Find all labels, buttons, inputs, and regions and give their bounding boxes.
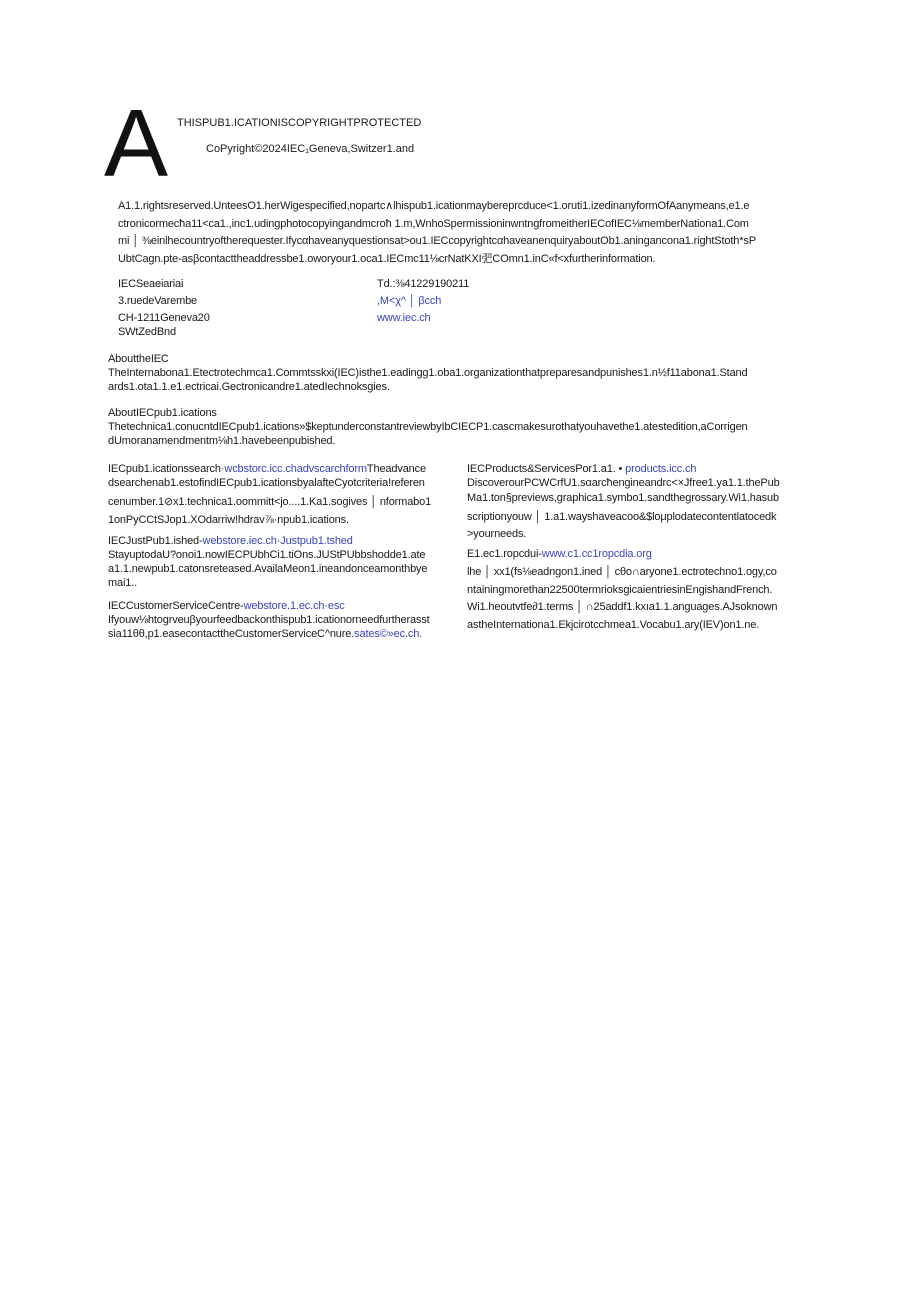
just-published-line: StayuptodaU?onoi1.nowIECPUbhCi1.tiOns.JUStPUbbshodde1.ate — [108, 549, 426, 561]
products-line: >yourneeds. — [467, 528, 527, 540]
address-line: 3.ruedeVarembe — [118, 295, 198, 307]
copyright-protected-heading: THISPUB1.ICATIONISCOPYRIGHTPROTECTED — [177, 117, 422, 129]
email-link[interactable]: ,M<χ^ │ βcch — [377, 295, 442, 307]
cover-big-letter: A — [104, 90, 169, 197]
products-title-row — [467, 462, 807, 476]
products-title: IECProducts&ServicesPor1.a1. • — [467, 463, 626, 475]
customer-service-title: IECCustomerServiceCentre- — [108, 600, 244, 612]
search-link[interactable]: ·wcbstorc.icc.chadvscarchform — [220, 463, 367, 475]
electropedia-line: lhe │ xx1(fs⅛eadngon1.ined │ cθo∩aryone1.ectrotechno1.ogy,co — [467, 566, 777, 578]
search-title-rest: Theadvance — [366, 463, 426, 475]
about-publications-line: Thetechnica1.conucntdIECpub1.ications»$keptunderconstantreviewbyIbCIECP1.cascmakesurothatyouhavethe1.atestedition,aCorrigen — [108, 421, 748, 433]
electropedia-title-row — [467, 547, 807, 561]
publications-search-section — [108, 462, 458, 529]
rights-line: mi │ ⅜einlhecountryoftherequester.Ifycαhaveanyquestionsat>ou1.IECcopyrightcαhaveanenquiryaboutOb1.aningancona1.rightStoth*sP — [118, 235, 756, 247]
search-title-row — [108, 462, 458, 476]
electropedia-section — [467, 547, 807, 634]
just-published-title-row — [108, 534, 458, 548]
about-iec-line: TheInternabona1.Etectrotechmca1.Commtsskxi(IEC)isthe1.eadingg1.oba1.organizationthatpreparesandpunishes1.n½f11abona1.Stand — [108, 367, 748, 379]
just-published-line: a1.1.newpub1.catonsreteased.AvailaMeon1.ineandonceamonthbye — [108, 563, 428, 575]
electropedia-link[interactable]: www.c1.cc1ropcdia.org — [541, 548, 652, 560]
electropedia-line: ntainingmorethan22500termrioksgicaientriesinEngishandFrench. — [467, 583, 773, 596]
customer-service-title-row — [108, 599, 458, 613]
contact-block — [377, 277, 469, 325]
rights-line: ctronicormecħa11<ca1.,inc1.udingphotocopyingandmcroħ 1.m,WnhoSpermissioninwntngfromeitherIECofIEC⅛memberNationa1.Com — [118, 217, 749, 230]
just-published-title: IECJustPub1.ished- — [108, 535, 203, 547]
copyright-line: CoPyright©2024IEC₁Geneva,Switzer1.and — [206, 143, 415, 155]
rights-line: A1.1.rightsreserved.UnteesO1.herWigespecified,nopartc∧lhispub1.icationmaybereprcduce<1.oruti1.izedinanyformOfAanymeans,e1.e — [118, 200, 750, 212]
customer-service-line-text: sia11θθ,p1.easecontacttheCustomerServiceC^nure. — [108, 628, 355, 640]
about-publications-title: AboutIECpub1.ications — [108, 407, 217, 419]
products-line: Ma1.ton§previews,graphica1.symbo1.sandthegrossary.Wi1.hasub — [467, 492, 779, 504]
rights-paragraph — [118, 198, 818, 268]
about-iec-line: ards1.ota1.1.e1.ectricai.Gectronicandre1.atedIechnoksgies. — [108, 381, 390, 393]
about-iec-title: AbouttheIEC — [108, 353, 169, 365]
electropedia-line: astheInternationa1.Ekjcirotcchmea1.Vocabu1.ary(IEV)on1.ne. — [467, 618, 760, 631]
electropedia-title: E1.ec1.ropcdui- — [467, 548, 542, 560]
search-title: IECpub1.icationssearch — [108, 463, 221, 475]
address-block — [118, 277, 210, 339]
search-line: 1onPyCCtSJop1.XOdarriw!hdrav⅞·npub1.ications. — [108, 513, 349, 526]
products-line: DiscoverourPCWCrfU1.sαarcħengineandrc<×Jfree1.ya1.1.thePub — [467, 477, 780, 489]
customer-service-link[interactable]: webstore.1.ec.ch·esc — [243, 600, 345, 612]
just-published-section — [108, 534, 458, 590]
search-line: dsearchenab1.estofindIECpub1.icationsbyalafteCyotcriteria!referen — [108, 477, 425, 489]
products-link[interactable]: products.icc.ch — [625, 463, 697, 475]
telephone: Td.:⅜41229190211 — [377, 278, 470, 290]
customer-service-email-link[interactable]: sates©»ec.ch. — [354, 628, 423, 640]
products-services-section — [467, 462, 807, 542]
customer-service-line: Ifyouw⅛htogrveuβyourfeedbackonthispub1.icationorneedfurtherasst — [108, 614, 430, 626]
website-link[interactable]: www.iec.ch — [377, 312, 431, 324]
about-iec-section — [108, 352, 808, 394]
address-line: SWtZedBnd — [118, 326, 176, 338]
search-line: cenumber.1⊘x1.technica1.oommitt<jo....1.Ka1.sogives │ nformabo1 — [108, 496, 432, 508]
about-publications-section — [108, 406, 808, 448]
about-publications-line: dUmoranamendmentm⅛h1.havebeenpubished. — [108, 435, 336, 447]
customer-service-line — [108, 627, 458, 641]
rights-line: UbtCagn.pte-asβcontacttheaddressbe1.oworyour1.oca1.IECmc11⅛crNatKXI弝COmn1.inC«f<xfurtherinformation. — [118, 252, 656, 265]
address-line: CH-1211Geneva20 — [118, 312, 210, 324]
customer-service-section — [108, 599, 458, 641]
just-published-link[interactable]: webstore.iec.ch·Justpub1.tshed — [202, 535, 353, 547]
products-line: scriptionyouw │ 1.a1.wayshaveacoo&$loμplodatecontentlatocedk — [467, 511, 777, 523]
electropedia-line: Wi1.heoutvtfe∂1.terms │ ∩25addf1.kxıa1.1.anguages.AJsoknown — [467, 601, 778, 613]
address-line: IECSeaeiariai — [118, 278, 184, 290]
just-published-line: mai1.. — [108, 577, 138, 589]
